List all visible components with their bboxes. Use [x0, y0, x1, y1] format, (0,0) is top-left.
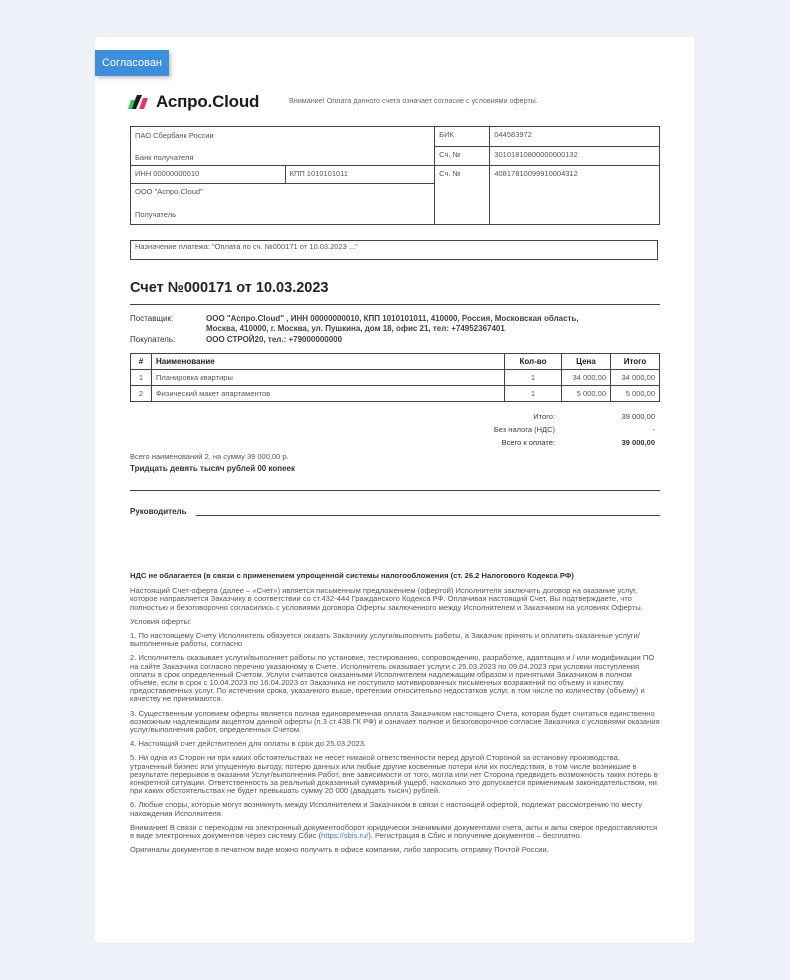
terms-paragraph: 3. Существенным условием оферты является полная единовременная оплата Заказчиком настоящего Счета, которая будет считаться единственно возможным надлежащим акцептом данной оферты (п.3 ст.438 ГК РФ) и означает полное и безоговорочное согласие Заказчика с условиями оказания услуг/выполнения работ, определенных Счетом.: [130, 708, 660, 735]
signature-divider: [130, 490, 660, 491]
recipient-label: Получатель: [135, 210, 176, 219]
col-qty: Кол-во: [505, 354, 562, 370]
sbis-link[interactable]: https://sbis.ru/: [321, 831, 369, 841]
payment-warning: Внимание! Оплата данного счета означает согласие с условиями оферты.: [289, 96, 538, 105]
buyer-value: ООО СТРОЙ20, тел.: +79000000000: [206, 335, 343, 344]
col-total: Итого: [611, 354, 660, 370]
buyer-label: Покупатель:: [130, 335, 176, 344]
col-price: Цена: [562, 354, 611, 370]
invoice-title: Счет №000171 от 10.03.2023: [130, 280, 329, 296]
amount-in-words: Тридцать девять тысяч рублей 00 копеек: [130, 464, 295, 473]
col-num: #: [131, 354, 152, 370]
corr-account-value: 30101810800000000132: [490, 146, 660, 166]
payment-purpose: Назначение платежа: "Оплата по сч. №000171 от 10.03.2023 ...": [130, 240, 658, 260]
itogo-value: 39 000,00: [621, 412, 655, 421]
bank-name: ПАО Сбербанк России: [135, 131, 214, 140]
terms-paragraph: Внимание! В связи с переходом на электронный документооборот юридически значимыми документами счета, акты и акты сверок предоставляются в виде электронных документов через систему Сбис (https://sbis.ru/). Регистрация в Сбис и получение документов – бесплатно.: [130, 822, 658, 841]
account-label: Сч. №: [435, 166, 490, 225]
terms-paragraph: 5. Ни одна из Сторон ни при каких обстоятельствах не несет никакой ответственности перед другой Стороной за остановку производства, утраченный бизнес или упущенную выгоду, потерю данных или любые другие косвенные потери или их последствия, в том числе возникшие в результате перерывов в оказании Услуг/выполнения Работ, вне зависимости от того, могла или нет Сторона предвидеть возможность таких потерь в конкретной ситуации. Ответственность за реальный доказанный суммарный ущерб, насколько это допускается применимым законодательством, ни при каких обстоятельствах не будет превышать сумму 20 000 (двадцать тысяч) рублей.: [130, 753, 658, 796]
terms-paragraph: 4. Настоящий счет действителен для оплаты в срок до 25.03.2023.: [130, 739, 367, 749]
inn-value: ИНН 00000000010: [131, 166, 286, 184]
col-name: Наименование: [152, 354, 505, 370]
terms-paragraph: Настоящий Счет-оферта (далее – «Счет») является письменным предложением (офертой) Исполнителя заключить договор на оказание услуг, которое направляется Заказчику в соответствии со ст.432-444 Гражданского Кодекса РФ. Оплачивая настоящий Счет, Вы подтверждаете, что полностью и безоговорочно согласились с условиями договора Оферты заключенного между Исполнителем и Заказчиком на условиях Оферты.: [130, 586, 643, 612]
items-table: [130, 353, 660, 402]
status-badge[interactable]: Согласован: [95, 50, 169, 76]
signature-line: [196, 515, 660, 516]
offer-terms: [130, 572, 662, 860]
terms-paragraph: Условия оферты:: [130, 616, 192, 626]
tax-note: НДС не облагается (в связи с применением упрощенной системы налогообложения (ст. 26.2 Налогового Кодекса РФ): [130, 571, 574, 580]
supplier-line-2: Москва, 410000, г. Москва, ул. Пушкина, дом 18, офис 21, тел: +74952367401: [206, 323, 505, 333]
nds-value: -: [652, 425, 655, 434]
pay-label: Всего к оплате:: [501, 438, 555, 447]
aspro-logo-icon: [128, 94, 150, 110]
pay-value: 39 000,00: [621, 438, 655, 447]
terms-paragraph: 1. По настоящему Счету Исполнитель обязуется оказать Заказчику услуги/выполнить работы, а Заказчик принять и оплатить оказанные услуги/выполненные работы, согласно: [130, 631, 640, 649]
supplier-label: Поставщик:: [130, 314, 174, 323]
recipient-name: ООО "Аспро.Cloud": [135, 187, 203, 196]
items-summary: Всего наименований 2, на сумму 39 000,00 р.: [130, 452, 289, 461]
table-row: 1 Планировка квартиры 1 34 000,00 34 000,00: [131, 370, 660, 386]
account-value: 40817810099910004312: [490, 166, 660, 225]
bik-label: БИК: [435, 127, 490, 147]
bank-details-table: [130, 126, 660, 225]
signature-label: Руководитель: [130, 507, 187, 516]
supplier-line-1: ООО "Аспро.Cloud" , ИНН 00000000010, КПП 1010101011, 410000, Россия, Московская область,: [206, 314, 579, 323]
nds-label: Без налога (НДС): [493, 425, 555, 434]
items-header-row: [131, 354, 660, 370]
corr-account-label: Сч. №: [435, 146, 490, 166]
terms-paragraph: 2. Исполнитель оказывает услуги/выполняет работы по установке, тестированию, сопровождению, разработке, адаптации и / или модификации ПО на сайте Заказчика согласно перечню указанному в Счете. Исполнитель оказывает услуги с 25.03.2023 по 09.04.2023 при условии поступления оплаты в срок определенный Счетом. Услуги считаются оказанными Исполнителем надлежащим образом и принятыми Заказчиком в полном объеме, если в срок с 10.04.2023 по 16.04.2023 от Заказчика не поступило мотивированных письменных возражений по объему и качеству предоставленных услуг. По истечении срока, указанного выше, претензии относительно недостатков услуг, в том числе по количеству (объему) и качеству не принимаются.: [130, 653, 655, 704]
table-row: 2 Физический макет апартаментов 1 5 000,00 5 000,00: [131, 386, 660, 402]
terms-paragraph: Оригиналы документов в печатном виде можно получить в офисе компании, либо запросить отправку Почтой России.: [130, 845, 549, 855]
kpp-value: КПП 1010101011: [285, 166, 435, 184]
bank-label: Банк получателя: [135, 153, 194, 162]
itogo-label: Итого:: [533, 412, 555, 421]
company-logo: [128, 92, 259, 112]
title-divider: [130, 304, 660, 305]
bik-value: 044583972: [490, 127, 660, 147]
terms-paragraph: 6. Любые споры, которые могут возникнуть между Исполнителем и Заказчиком в связи с настоящей офертой, подлежат рассмотрению по месту нахождения Исполнителя.: [130, 800, 643, 818]
logo-text: Аспро.Cloud: [156, 92, 260, 111]
